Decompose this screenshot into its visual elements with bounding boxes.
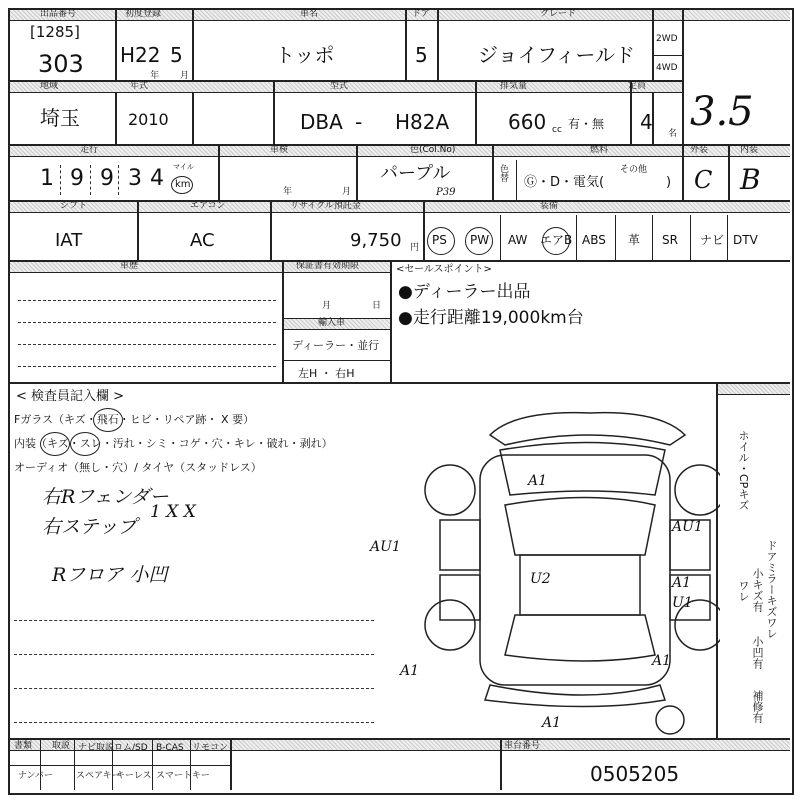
note-glass: Fガラス（キズ・飛石・ヒビ・リペア跡・ X 要） xyxy=(14,413,255,426)
sales-point-2: ●走行距離19,000km台 xyxy=(398,308,584,328)
equip-pw-circle xyxy=(465,227,493,255)
label-mileage: 走行 xyxy=(80,145,99,155)
wheel-rear-left xyxy=(425,600,475,650)
label-aircon: エアコン xyxy=(190,201,226,211)
label-inspection: 車検 xyxy=(270,145,289,155)
damage-mark-right-front: AU1 xyxy=(672,519,703,535)
doc-smart-key: スマートキー xyxy=(156,771,210,781)
year-unit: 年 xyxy=(150,71,160,81)
seat-unit: 名 xyxy=(668,129,678,139)
hood-outline xyxy=(500,443,665,496)
label-venue: 出品番号 xyxy=(40,9,77,19)
equip-aw: AW xyxy=(508,233,528,247)
interior-scratch-circle xyxy=(40,432,70,456)
fuel-close: ) xyxy=(666,175,672,190)
label-history: 車歴 xyxy=(120,261,139,271)
legend-door-mirror: ドアミラーキズワレ xyxy=(765,540,778,639)
windshield-outline xyxy=(505,498,655,556)
label-car-name: 車名 xyxy=(300,9,319,19)
mileage-digit-5: 4 xyxy=(150,166,164,191)
label-chassis: 車台番号 xyxy=(504,741,541,751)
hand-note-2: 右ステップ xyxy=(42,516,137,538)
mileage-digit-1: 1 xyxy=(40,166,54,191)
hand-note-3: 1 X X xyxy=(150,502,196,522)
label-recycle: リサイクル預託金 xyxy=(290,201,361,211)
sales-point-1: ●ディーラー出品 xyxy=(398,282,531,302)
handle-side: 左H ・ 右H xyxy=(298,367,355,380)
equip-ps-circle xyxy=(427,227,455,255)
damage-mark-hood: A1 xyxy=(528,473,548,489)
front-bumper-outline xyxy=(490,413,685,445)
damage-mark-left-door: AU1 xyxy=(370,539,401,555)
label-docs: 書類 xyxy=(14,741,33,751)
model-code: H82A xyxy=(395,110,450,134)
label-warranty: 保証書有効期限 xyxy=(296,261,360,271)
label-model-code: 型式 xyxy=(330,81,349,91)
hand-note-4: Rフロア 小凹 xyxy=(52,564,168,586)
color-change: 色替 xyxy=(500,165,510,184)
auction-score: 3.5 xyxy=(690,89,754,135)
spare-wheel xyxy=(656,706,684,734)
displacement: 660 xyxy=(508,110,547,134)
fuel-type: Ⓖ・D・電気( xyxy=(524,175,605,190)
fuel-other: その他 xyxy=(620,165,648,175)
car-damage-diagram xyxy=(410,395,720,735)
grade-name: ジョイフィールド xyxy=(478,43,635,67)
damage-mark-right-quarter: A1 xyxy=(652,653,672,669)
first-reg-month: 5 xyxy=(170,43,183,67)
equip-ps: PS xyxy=(432,233,447,247)
unit-km: km xyxy=(175,179,191,190)
damage-mark-right-rear: A1 xyxy=(672,575,692,591)
equip-leather: 革 xyxy=(628,233,641,247)
warranty-month: 月 xyxy=(322,301,332,311)
label-interior: 内装 xyxy=(740,145,759,155)
doc-bcas: B-CAS xyxy=(156,743,184,753)
door-front-left xyxy=(440,520,480,570)
month-unit: 月 xyxy=(180,71,190,81)
doc-keyless: キーレス xyxy=(116,771,152,781)
label-region: 地域 xyxy=(40,81,59,91)
warranty-day: 日 xyxy=(372,301,382,311)
equip-airbag-circle xyxy=(540,227,573,255)
history-dealer: ディーラー・並行 xyxy=(292,339,380,352)
door-rear-left xyxy=(440,575,480,620)
rear-window-outline xyxy=(505,615,655,661)
wheel-front-left xyxy=(425,465,475,515)
doc-manual: 取説 xyxy=(52,741,71,751)
car-name: トッポ xyxy=(275,43,335,67)
mileage-digit-4: 3 xyxy=(128,166,142,191)
equip-airbag: エアB xyxy=(540,233,573,247)
label-inspector-notes: < 検査員記入欄 > xyxy=(16,389,125,404)
transmission: IAT xyxy=(55,230,83,251)
note-interior: 内装（キズ・スレ・汚れ・シミ・コゲ・穴・キレ・破れ・剥れ） xyxy=(14,437,333,450)
doc-navi-manual: ナビ取説 xyxy=(78,743,115,753)
recycle-unit: 円 xyxy=(410,243,420,253)
damage-mark-roof: U2 xyxy=(530,571,551,587)
unit-miles: マイル xyxy=(173,163,194,171)
doc-remote: リモコン xyxy=(192,743,229,753)
label-color: 色(Col.No) xyxy=(410,145,456,155)
label-model-year: 年式 xyxy=(130,81,149,91)
label-sales-points: <セールスポイント> xyxy=(396,264,492,275)
ac-toggle: 有・無 xyxy=(568,117,605,131)
mileage-digit-2: 9 xyxy=(70,166,84,191)
lot-code: [1285] xyxy=(30,23,80,41)
legend-small-scratch: 小キズ有 xyxy=(751,568,764,612)
mileage-digit-3: 9 xyxy=(100,166,114,191)
inspect-month-unit: 月 xyxy=(342,187,352,197)
door-count: 5 xyxy=(415,43,428,67)
seat-count: 4 xyxy=(640,110,653,134)
exterior-grade: C xyxy=(694,166,713,194)
rear-bumper-outline xyxy=(485,685,665,707)
damage-mark-right-step: U1 xyxy=(672,595,693,611)
color-name: パープル xyxy=(380,163,451,184)
legend-wheel: ホイル・CPキズ xyxy=(737,430,750,511)
wheel-front-right xyxy=(675,465,720,515)
label-fuel: 燃料 xyxy=(590,145,609,155)
model-year: 2010 xyxy=(128,110,169,129)
legend-small-dent: 小凹有 xyxy=(751,636,764,669)
inspect-year-unit: 年 xyxy=(283,187,293,197)
legend-repaired: 補修有 xyxy=(751,690,764,723)
note-audio: オーディオ（無し・穴）/ タイヤ（スタッドレス） xyxy=(14,461,262,474)
color-code: P39 xyxy=(436,187,456,198)
recycle-fee: 9,750 xyxy=(350,230,402,251)
legend-crack: ワレ xyxy=(737,580,750,602)
drive-4wd: 4WD xyxy=(656,63,678,73)
label-shift: シフト xyxy=(60,201,88,211)
equip-navi: ナビ xyxy=(700,233,725,247)
lot-number: 303 xyxy=(38,50,84,78)
doc-spare-key: スペアキー xyxy=(76,771,121,781)
damage-mark-left-rear: A1 xyxy=(400,663,420,679)
label-doors: ドア xyxy=(412,9,430,19)
first-reg-era: H22 xyxy=(120,43,161,67)
model-prefix: DBA xyxy=(300,110,343,134)
damage-mark-rear: A1 xyxy=(542,715,562,731)
cc-unit: cc xyxy=(552,125,562,135)
label-exterior: 外装 xyxy=(690,145,709,155)
model-dash: - xyxy=(355,110,363,134)
interior-scuff-circle xyxy=(70,432,100,456)
label-cc: 排気量 xyxy=(500,81,528,91)
doc-plate: ナンバー xyxy=(18,771,53,781)
hand-note-1: 右Rフェンダー xyxy=(42,486,169,508)
equip-abs: ABS xyxy=(582,233,606,247)
glass-chip-circle xyxy=(93,408,123,432)
interior-grade: B xyxy=(740,163,761,196)
equip-sr: SR xyxy=(662,233,678,247)
aircon: AC xyxy=(190,230,215,251)
equip-dtv: DTV xyxy=(733,233,758,247)
label-seats: 定員 xyxy=(628,81,647,91)
drive-2wd: 2WD xyxy=(656,34,678,44)
km-selected-circle xyxy=(171,176,193,194)
label-first-reg: 初度登録 xyxy=(125,9,162,19)
chassis-number: 0505205 xyxy=(590,762,680,786)
label-grade: グレード xyxy=(540,9,577,19)
label-import: 輸入車 xyxy=(318,318,346,328)
label-equipment: 装備 xyxy=(540,201,559,211)
doc-rom: ロム/SD xyxy=(114,743,148,753)
equip-pw: PW xyxy=(470,233,490,247)
region: 埼玉 xyxy=(40,106,80,130)
